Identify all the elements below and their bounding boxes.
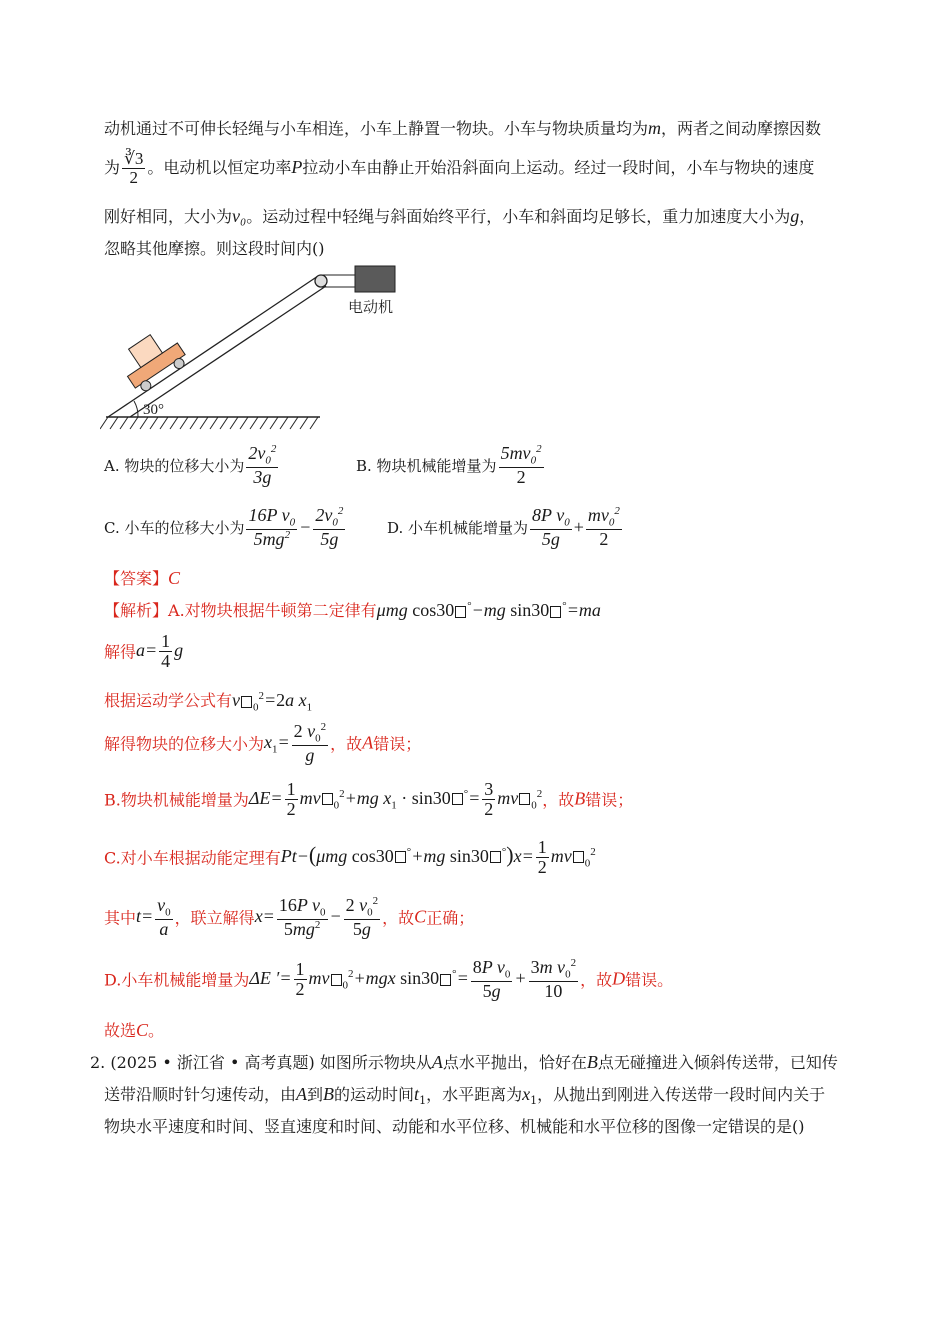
angle-label: 30°	[143, 402, 164, 418]
answer-line: 【答案】C	[104, 568, 181, 588]
incline-figure	[100, 262, 420, 437]
option-d[interactable]: D. 小车机械能增量为 $\frac{8P v_0}{5g}$ + $\frac{mv_0^2}{2}$	[387, 505, 620, 550]
option-a[interactable]: A. 物块的位移大小为 $\frac{2v_0^2}{3g}$	[104, 443, 277, 488]
analysis-c2: 其中t= $\frac{v_0}{a}$ ，联立解得x= $\frac{16P v_0}{5mg^2}$ − $\frac{2 v_0^2}{5g}$ ，故C正确；	[104, 895, 475, 940]
problem1-line1: 动机通过不可伸长轻绳与小车相连，小车上静置一物块。小车与物块质量均为m，两者之间动摩擦因数	[104, 118, 822, 138]
problem2-line2: 送带沿顺时针匀速传动，由A到B的运动时间$t_1$，水平距离为$x_1$，从抛出到刚进入传送带一段时间内关于	[104, 1084, 826, 1108]
pulley-icon	[315, 275, 327, 287]
analysis-b1: B.物块机械能增量为ΔE= $\frac{1}{2}$ mv $_0^2$+mg $x_1 \cdot \sin 30$ °= $\frac{3}{2}$ mv $_0^2$，故B错误；	[104, 779, 634, 819]
analysis-a3: 根据运动学公式有v $_0^2$=2a $x_1$	[104, 690, 313, 714]
analysis-c1: C.对小车根据动能定理有Pt−(μmg cos30 °+mg sin30 °)x= $\frac{1}{2}$ mv $_0^2$	[104, 837, 596, 877]
option-b[interactable]: B. 物块机械能增量为 $\frac{5mv_0^2}{2}$	[356, 443, 542, 488]
problem1-line3: 刚好相同，大小为v₀。运动过程中轻绳与斜面始终平行，小车和斜面均足够长，重力加速度大小为g，	[104, 206, 816, 226]
analysis-final: 故选C。	[104, 1020, 165, 1040]
problem1-line2: 为 $\frac{∛3}{2}$ 。电动机以恒定功率P拉动小车由静止开始沿斜面向上运动。经过一段时间，小车与物块的速度	[104, 149, 815, 187]
motor-icon	[355, 266, 395, 292]
problem1-line4: 忽略其他摩擦。则这段时间内()	[104, 239, 325, 258]
analysis-a4: 解得物块的位移大小为$x_1=$ $\frac{2 v_0^2}{g}$ ，故A错误；	[104, 721, 422, 766]
motor-label: 电动机	[348, 298, 394, 316]
analysis-a2: 解得a= $\frac{1}{4}$ g	[104, 631, 184, 671]
friction-fraction: $\frac{∛3}{2}$	[124, 149, 144, 187]
problem2-line3: 物块水平速度和时间、竖直速度和时间、动能和水平位移、机械能和水平位移的图像一定错误的是()	[104, 1117, 805, 1136]
option-c[interactable]: C. 小车的位移大小为 $\frac{16P v_0}{5mg^2}$ − $\frac{2v_0^2}{5g}$	[104, 505, 344, 550]
analysis-a1: 【解析】A.对物块根据牛顿第二定律有μmg cos30 °−mg sin30 °=ma	[104, 600, 601, 620]
problem2-line1: 2. (2025 • 浙江省 • 高考真题) 如图所示物块从A点水平抛出，恰好在B点无碰撞进入倾斜传送带，已知传	[90, 1052, 838, 1072]
analysis-d1: D.小车机械能增量为ΔE ′= $\frac{1}{2}$ mv $_0^2$+mgx sin30 °= $\frac{8P v_0}{5g}$ + $\frac{3m v_0^2}{10}$ ，故D错误。	[104, 957, 674, 1002]
